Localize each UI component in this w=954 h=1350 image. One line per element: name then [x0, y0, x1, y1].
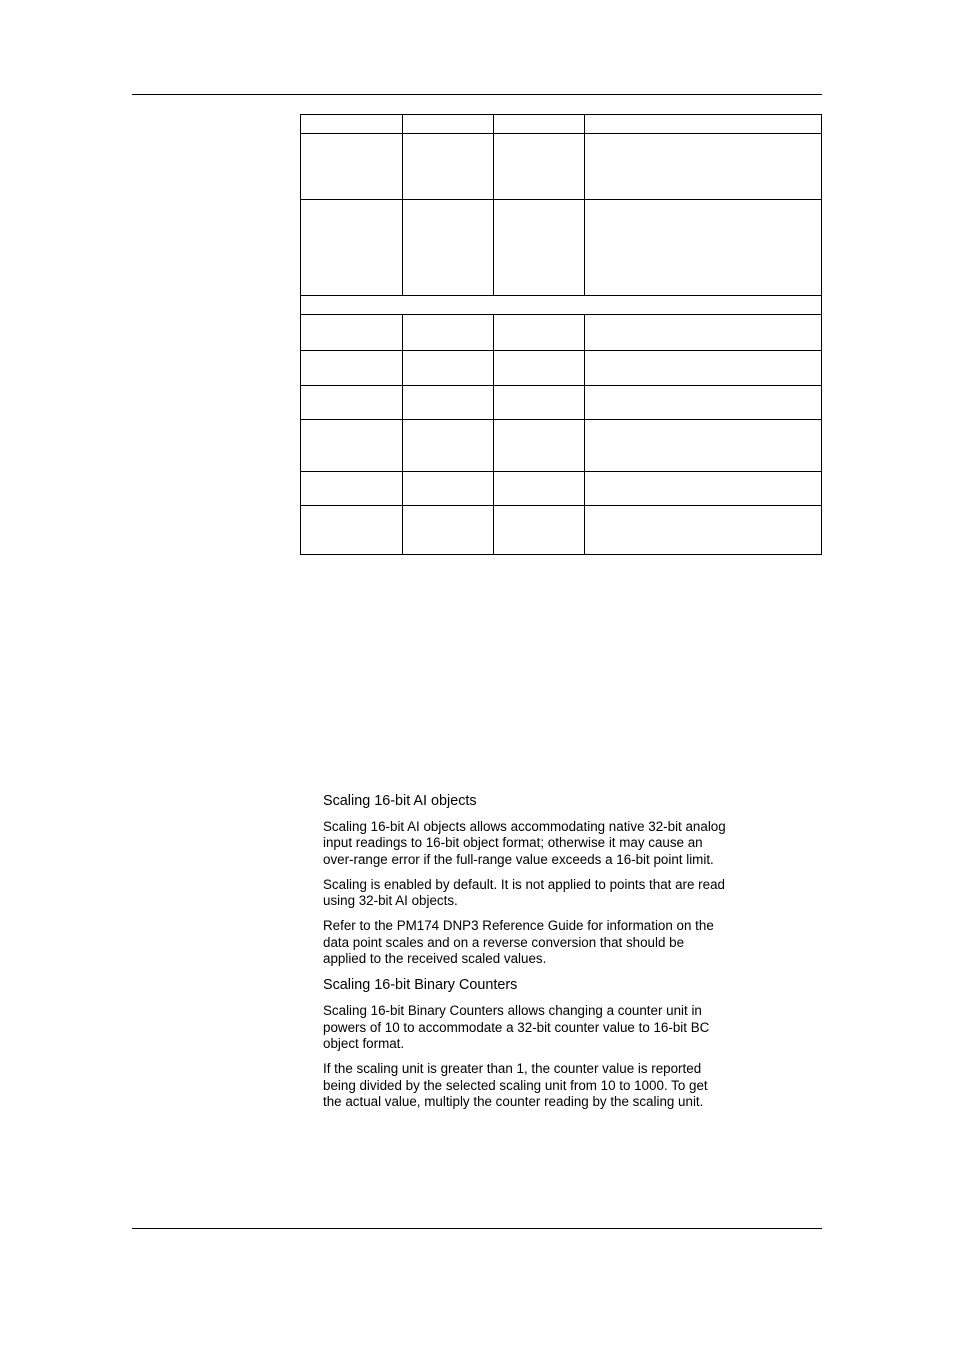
footer-rule: [132, 1228, 822, 1229]
table-column-divider: [584, 314, 585, 555]
paragraph: Scaling 16-bit AI objects allows accommodating native 32-bit analog input readings to 16-bit object format; otherwise it may cause an over-range error if the full-range value exceeds a 16-bit point limit.: [323, 819, 726, 867]
section-heading-bc-scaling: Scaling 16-bit Binary Counters: [323, 977, 518, 994]
body-text: [323, 792, 728, 1119]
table-column-divider: [584, 115, 585, 295]
paragraph: Refer to the PM174 DNP3 Reference Guide for information on the data point scales and on a reverse conversion that should be applied to the received scaled values.: [323, 918, 714, 967]
table-row-divider: [301, 471, 821, 472]
table-row-divider: [301, 350, 821, 351]
section-heading-ai-scaling: Scaling 16-bit AI objects: [323, 793, 477, 809]
table-row-divider: [301, 199, 821, 200]
table-column-divider: [493, 314, 494, 555]
table-row-divider: [301, 295, 821, 296]
table-row-divider: [301, 419, 821, 420]
paragraph: Scaling is enabled by default. It is not applied to points that are read using 32-bit AI objects.: [323, 876, 725, 909]
table-column-divider: [493, 115, 494, 295]
paragraph: Scaling 16-bit Binary Counters allows changing a counter unit in powers of 10 to accommodate a 32-bit counter value to 16-bit BC object format.: [323, 1003, 710, 1051]
table-column-divider: [402, 314, 403, 555]
table-group-row-divider: [301, 314, 821, 315]
table-row-divider: [301, 385, 821, 386]
settings-table: [300, 114, 822, 555]
paragraph: If the scaling unit is greater than 1, the counter value is reported being divided by the selected scaling unit from 10 to 1000. To get the actual value, multiply the counter reading by the scaling unit.: [323, 1061, 708, 1109]
header-rule: [132, 94, 822, 95]
table-row-divider: [301, 505, 821, 506]
table-column-divider: [402, 115, 403, 295]
table-header-row-divider: [301, 133, 821, 134]
